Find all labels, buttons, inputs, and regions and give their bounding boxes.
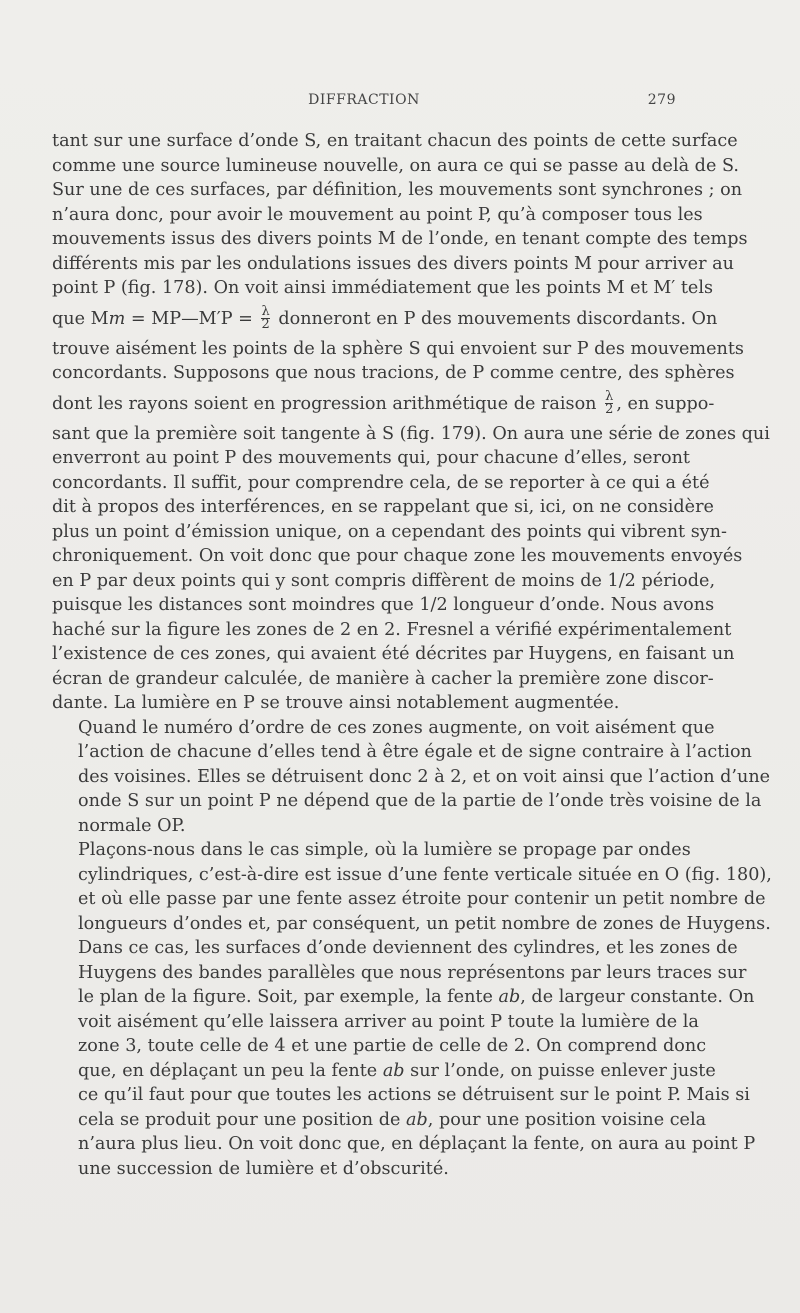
text-line: concordants. Supposons que nous tracions, de P comme centre, des sphères	[52, 363, 735, 383]
text-line: enverront au point P des mouvements qui, pour chacune d’elles, seront	[52, 448, 690, 468]
paragraph-3	[52, 838, 772, 1181]
text-line: tant sur une surface d’onde S, en traitant chacun des points de cette surface	[52, 131, 738, 151]
text-line: zone 3, toute celle de 4 et une partie de celle de 2. On comprend donc	[78, 1036, 707, 1056]
running-header	[52, 92, 676, 114]
chapter-title: DIFFRACTION	[308, 92, 420, 108]
text-line: l’action de chacune d’elles tend à être égale et de signe contraire à l’action	[78, 742, 752, 762]
body-text	[52, 129, 772, 1181]
page-number: 279	[647, 92, 676, 108]
paragraph-1	[52, 129, 770, 716]
text-line: l’existence de ces zones, qui avaient été décrites par Huygens, en faisant un	[52, 644, 735, 664]
text-line: voit aisément qu’elle laissera arriver au point P toute la lumière de la	[78, 1011, 699, 1032]
text-line: que, en déplaçant un peu la fente ab sur l’onde, on puisse enlever juste	[78, 1060, 716, 1081]
text-line: n’aura plus lieu. On voit donc que, en déplaçant la fente, on aura au point P	[78, 1134, 756, 1154]
text-line: mouvements issus des divers points M de l’onde, en tenant compte des temps	[52, 229, 748, 249]
text-line: sant que la première soit tangente à S (fig. 179). On aura une série de zones qui	[52, 423, 770, 444]
text-line: écran de grandeur calculée, de manière à cacher la première zone discor-	[52, 668, 714, 689]
text-line: trouve aisément les points de la sphère S qui envoient sur P des mouvements	[52, 338, 744, 359]
text-line: une succession de lumière et d’obscurité.	[78, 1158, 449, 1179]
text-line: point P (fig. 178). On voit ainsi immédiatement que les points M et M′ tels	[52, 278, 713, 298]
text-line-with-fraction: que Mm = MP—M′P = $\frac{\lambda}{2}$ donneront en P des mouvements discordants. On	[52, 304, 718, 332]
text-line: Plaçons-nous dans le cas simple, où la lumière se propage par ondes	[78, 840, 691, 860]
text-line: Dans ce cas, les surfaces d’onde deviennent des cylindres, et les zones de	[78, 938, 738, 958]
text-line: des voisines. Elles se détruisent donc 2 à 2, et on voit ainsi que l’action d’une	[78, 766, 771, 787]
text-line: n’aura donc, pour avoir le mouvement au point P, qu’à composer tous les	[52, 204, 703, 225]
text-line: onde S sur un point P ne dépend que de la partie de l’onde très voisine de la	[78, 791, 762, 811]
lambda-over-two-fraction: $\frac{\lambda}{2}$	[261, 304, 270, 332]
text-line: et où elle passe par une fente assez étroite pour contenir un petit nombre de	[78, 889, 766, 909]
paragraph-2	[52, 716, 771, 839]
text-line: comme une source lumineuse nouvelle, on aura ce qui se passe au delà de S.	[52, 155, 739, 176]
text-line: Quand le numéro d’ordre de ces zones augmente, on voit aisément que	[78, 717, 715, 738]
text-line: puisque les distances sont moindres que 1/2 longueur d’onde. Nous avons	[52, 595, 715, 615]
text-line: haché sur la figure les zones de 2 en 2. Fresnel a vérifié expérimentalement	[52, 619, 732, 640]
text-line: cela se produit pour une position de ab, pour une position voisine cela	[78, 1109, 707, 1130]
text-line: normale OP.	[78, 815, 186, 836]
text-line: en P par deux points qui y sont compris diffèrent de moins de 1/2 période,	[52, 570, 716, 591]
text-line: chroniquement. On voit donc que pour chaque zone les mouvements envoyés	[52, 546, 743, 566]
text-line: plus un point d’émission unique, on a cependant des points qui vibrent syn-	[52, 521, 727, 542]
text-line: dit à propos des interférences, en se rappelant que si, ici, on ne considère	[52, 497, 714, 517]
text-line: cylindriques, c’est-à-dire est issue d’une fente verticale située en O (fig. 180),	[78, 864, 772, 885]
text-line: le plan de la figure. Soit, par exemple, la fente ab, de largeur constante. On	[78, 987, 755, 1007]
text-line-with-fraction: dont les rayons soient en progression arithmétique de raison $\frac{\lambda}{2}$ , en suppo-	[52, 389, 715, 417]
text-line: concordants. Il suffit, pour comprendre cela, de se reporter à ce qui a été	[52, 472, 710, 493]
text-line: dante. La lumière en P se trouve ainsi notablement augmentée.	[52, 693, 620, 713]
text-line: ce qu’il faut pour que toutes les actions se détruisent sur le point P. Mais si	[78, 1085, 750, 1105]
text-line: Sur une de ces surfaces, par définition, les mouvements sont synchrones ; on	[52, 180, 743, 200]
lambda-over-two-fraction: $\frac{\lambda}{2}$	[605, 389, 614, 417]
text-line: différents mis par les ondulations issues des divers points M pour arriver au	[52, 253, 734, 274]
text-line: Huygens des bandes parallèles que nous représentons par leurs traces sur	[78, 962, 747, 983]
text-line: longueurs d’ondes et, par conséquent, un petit nombre de zones de Huygens.	[78, 913, 771, 934]
